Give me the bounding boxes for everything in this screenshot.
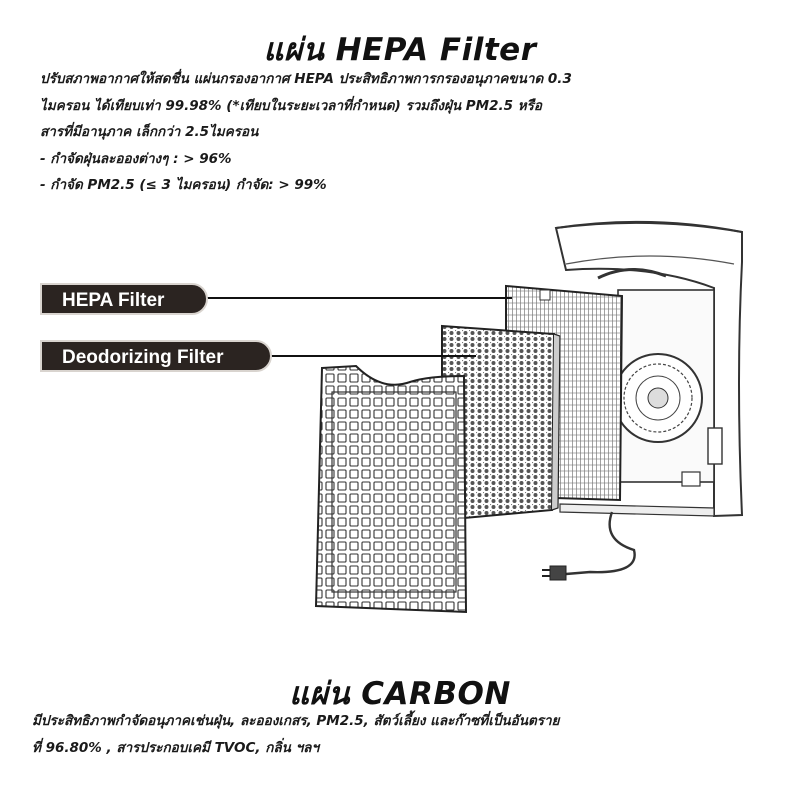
deodorizing-filter-label: Deodorizing Filter [40,340,272,372]
fan-icon [614,354,702,442]
hepa-desc-line: ไมครอน ได้เทียบเท่า 99.98% (*เทียบในระยะเวลาที่กำหนด) รวมถึงฝุ่น PM2.5 หรือ [40,97,542,114]
hepa-section-title: แผ่น HEPA Filter [263,32,537,68]
plug-icon [542,566,566,580]
carbon-desc-line: ที่ 96.80% , สารประกอบเคมี TVOC, กลิ่น ฯลฯ [32,739,320,756]
carbon-section-title: แผ่น CARBON [289,676,511,712]
front-grille-panel [316,366,466,612]
hepa-bullet-dust: - กำจัดฝุ่นละอองต่างๆ : > 96% [40,150,232,167]
carbon-description [32,708,772,761]
hepa-filter-label: HEPA Filter [40,283,208,315]
carbon-desc-line: มีประสิทธิภาพกำจัดอนุภาคเช่นฝุ่น, ละอองเกสร, PM2.5, สัตว์เลี้ยง และก๊าซที่เป็นอันตราย [32,713,560,729]
hepa-bullet-pm25: - กำจัด PM2.5 (≤ 3 ไมครอน) กำจัด: > 99% [40,177,327,193]
hepa-desc-line: ปรับสภาพอากาศให้สดชื่น แผ่นกรองอากาศ HEPA ประสิทธิภาพการกรองอนุภาคขนาด 0.3 [40,71,572,87]
hepa-desc-line: สารที่มีอานุภาค เล็กกว่า 2.5ไมครอน [40,124,259,140]
